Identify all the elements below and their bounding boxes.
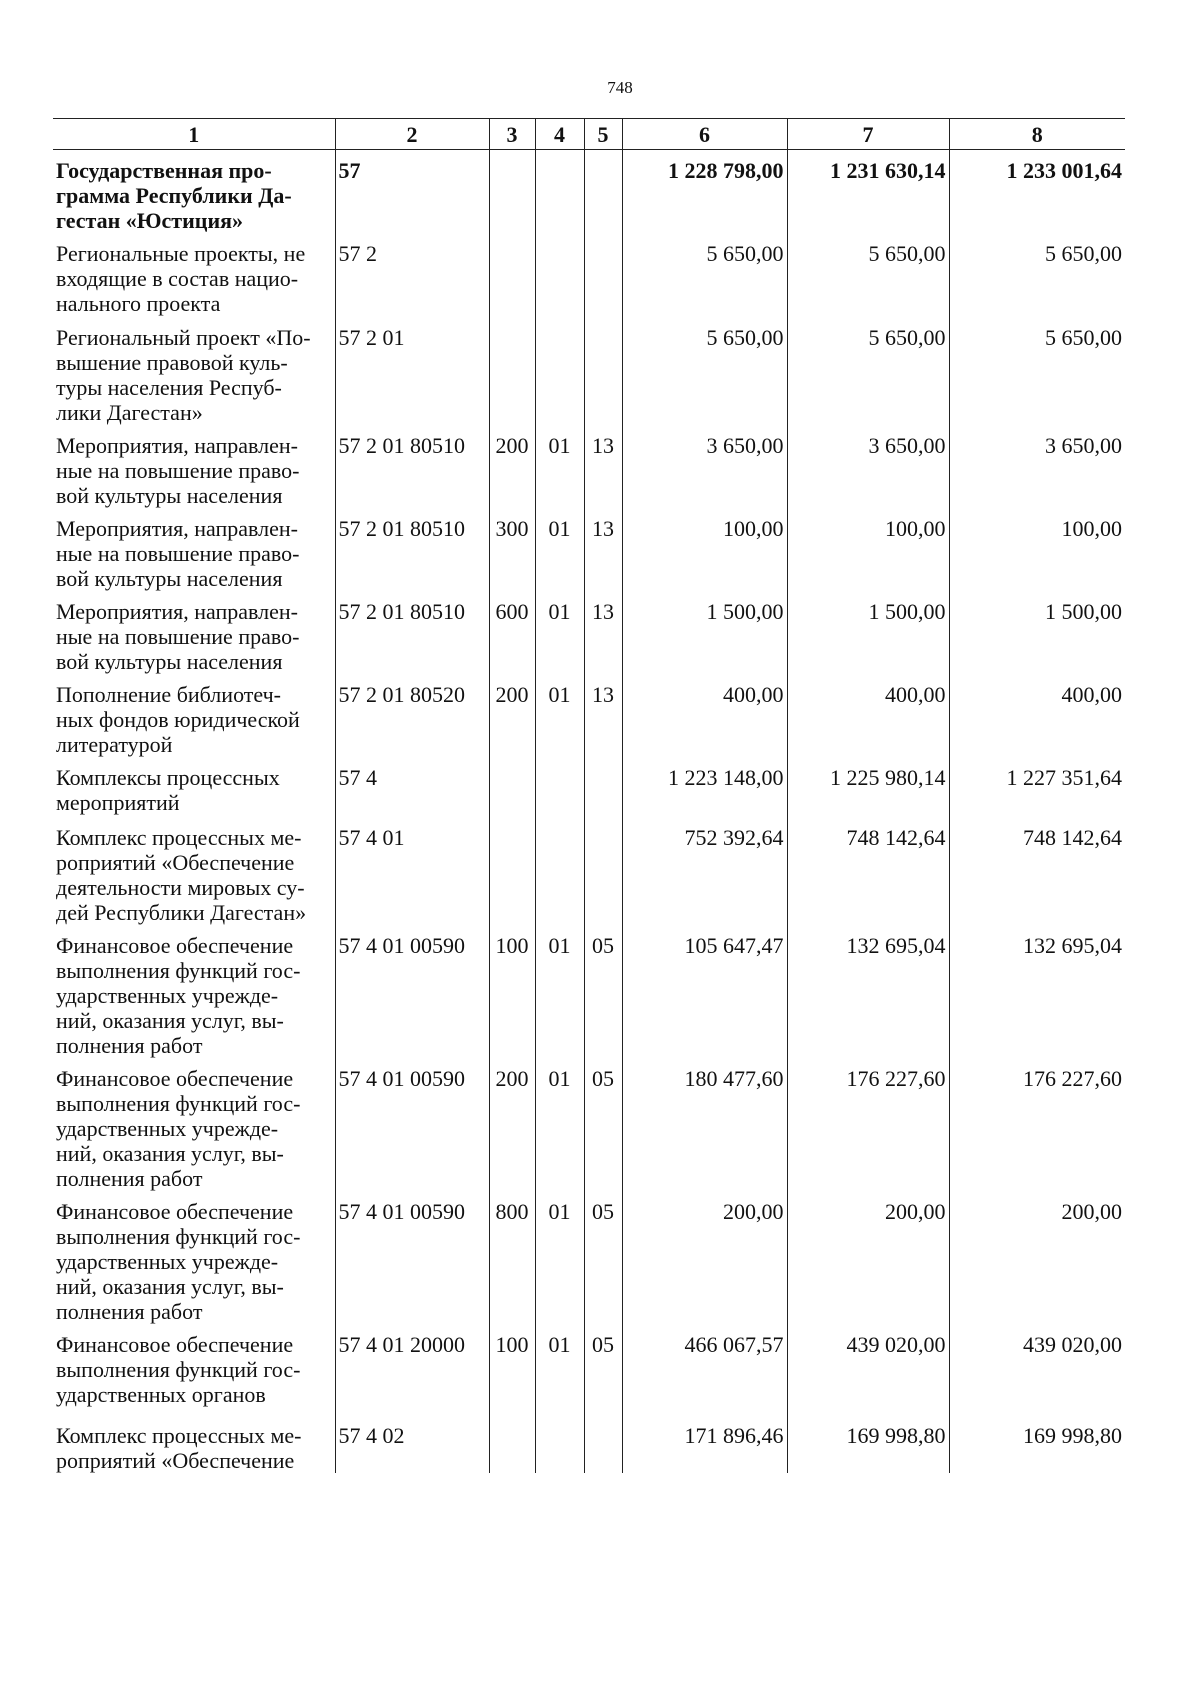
amount-2026-cell: 3 650,00: [949, 425, 1125, 508]
amount-2024-cell: 3 650,00: [622, 425, 787, 508]
header-row: [53, 119, 1125, 150]
subsection-cell: 13: [584, 508, 622, 591]
amount-2024-cell: 180 477,60: [622, 1058, 787, 1191]
amount-2025-cell: 1 231 630,14: [787, 150, 949, 234]
header-cell-6: 6: [622, 119, 787, 150]
program-name-cell: Региональный проект «По- вышение правовой куль- туры населения Респуб- лики Дагестан»: [56, 325, 311, 425]
program-name-cell: Пополнение библиотеч- ных фондов юридической литературой: [56, 682, 300, 757]
budget-table: [53, 118, 1125, 1473]
section-cell: [535, 1415, 584, 1473]
program-name-cell: Финансовое обеспечение выполнения функций гос- ударственных органов: [56, 1332, 301, 1407]
expense-type-cell: [489, 150, 535, 234]
subsection-cell: 05: [584, 1324, 622, 1415]
subsection-cell: 13: [584, 674, 622, 757]
section-cell: [535, 317, 584, 425]
program-name-cell: Мероприятия, направлен- ные на повышение право- вой культуры населения: [56, 516, 300, 591]
subsection-cell: [584, 317, 622, 425]
section-cell: [535, 817, 584, 925]
amount-2024-cell: 1 223 148,00: [622, 757, 787, 817]
amount-2024-cell: 1 500,00: [622, 591, 787, 674]
expense-type-cell: [489, 757, 535, 817]
expense-type-cell: [489, 233, 535, 317]
section-cell: 01: [535, 508, 584, 591]
amount-2024-cell: 752 392,64: [622, 817, 787, 925]
header-cell-7: 7: [787, 119, 949, 150]
classification-code-cell: 57 2 01 80510: [335, 508, 489, 591]
amount-2025-cell: 169 998,80: [787, 1415, 949, 1473]
section-cell: 01: [535, 591, 584, 674]
classification-code-cell: 57 4 02: [335, 1415, 489, 1473]
table-row: [53, 1058, 1125, 1191]
section-cell: 01: [535, 425, 584, 508]
table-row: [53, 757, 1125, 817]
amount-2025-cell: 5 650,00: [787, 233, 949, 317]
subsection-cell: [584, 233, 622, 317]
amount-2024-cell: 100,00: [622, 508, 787, 591]
subsection-cell: [584, 1415, 622, 1473]
amount-2024-cell: 5 650,00: [622, 233, 787, 317]
amount-2026-cell: 5 650,00: [949, 317, 1125, 425]
expense-type-cell: [489, 1415, 535, 1473]
section-cell: 01: [535, 925, 584, 1058]
program-name-cell: Финансовое обеспечение выполнения функций гос- ударственных учрежде- ний, оказания услуг, вы- полнения работ: [56, 933, 301, 1058]
table-row: [53, 674, 1125, 757]
header-cell-1: 1: [53, 119, 335, 150]
amount-2026-cell: 748 142,64: [949, 817, 1125, 925]
classification-code-cell: 57 4 01 00590: [335, 925, 489, 1058]
amount-2026-cell: 1 227 351,64: [949, 757, 1125, 817]
amount-2025-cell: 748 142,64: [787, 817, 949, 925]
subsection-cell: [584, 817, 622, 925]
amount-2025-cell: 200,00: [787, 1191, 949, 1324]
table-body: [53, 150, 1125, 1474]
classification-code-cell: 57 2 01 80520: [335, 674, 489, 757]
program-name-cell: Финансовое обеспечение выполнения функций гос- ударственных учрежде- ний, оказания услуг, вы- полнения работ: [56, 1066, 301, 1191]
table-row: [53, 150, 1125, 234]
amount-2026-cell: 5 650,00: [949, 233, 1125, 317]
amount-2026-cell: 439 020,00: [949, 1324, 1125, 1415]
expense-type-cell: 800: [489, 1191, 535, 1324]
subsection-cell: [584, 757, 622, 817]
expense-type-cell: 200: [489, 1058, 535, 1191]
header-cell-4: 4: [535, 119, 584, 150]
section-cell: 01: [535, 1058, 584, 1191]
table-row: [53, 1191, 1125, 1324]
classification-code-cell: 57 4: [335, 757, 489, 817]
subsection-cell: 13: [584, 591, 622, 674]
subsection-cell: 13: [584, 425, 622, 508]
expense-type-cell: [489, 317, 535, 425]
expense-type-cell: 300: [489, 508, 535, 591]
section-cell: 01: [535, 1191, 584, 1324]
expense-type-cell: 200: [489, 674, 535, 757]
subsection-cell: [584, 150, 622, 234]
program-name-cell: Финансовое обеспечение выполнения функций гос- ударственных учрежде- ний, оказания услуг, вы- полнения работ: [56, 1199, 301, 1324]
section-cell: [535, 233, 584, 317]
amount-2025-cell: 176 227,60: [787, 1058, 949, 1191]
table-row: [53, 925, 1125, 1058]
amount-2025-cell: 132 695,04: [787, 925, 949, 1058]
amount-2026-cell: 132 695,04: [949, 925, 1125, 1058]
section-cell: [535, 150, 584, 234]
amount-2026-cell: 100,00: [949, 508, 1125, 591]
program-name-cell: Мероприятия, направлен- ные на повышение право- вой культуры населения: [56, 433, 300, 508]
expense-type-cell: 600: [489, 591, 535, 674]
classification-code-cell: 57 2 01: [335, 317, 489, 425]
section-cell: [535, 757, 584, 817]
classification-code-cell: 57: [335, 150, 489, 234]
amount-2024-cell: 466 067,57: [622, 1324, 787, 1415]
amount-2024-cell: 1 228 798,00: [622, 150, 787, 234]
table-row: [53, 817, 1125, 925]
program-name-cell: Комплексы процессных мероприятий: [56, 765, 280, 815]
amount-2026-cell: 1 500,00: [949, 591, 1125, 674]
table-row: [53, 591, 1125, 674]
table-row: [53, 317, 1125, 425]
amount-2025-cell: 100,00: [787, 508, 949, 591]
amount-2026-cell: 169 998,80: [949, 1415, 1125, 1473]
amount-2026-cell: 1 233 001,64: [949, 150, 1125, 234]
program-name-cell: Государственная про- грамма Республики Да- гестан «Юстиция»: [56, 158, 292, 233]
amount-2025-cell: 1 500,00: [787, 591, 949, 674]
section-cell: 01: [535, 1324, 584, 1415]
classification-code-cell: 57 4 01 00590: [335, 1191, 489, 1324]
header-cell-5: 5: [584, 119, 622, 150]
classification-code-cell: 57 4 01 20000: [335, 1324, 489, 1415]
amount-2026-cell: 400,00: [949, 674, 1125, 757]
amount-2024-cell: 400,00: [622, 674, 787, 757]
header-cell-8: 8: [949, 119, 1125, 150]
amount-2024-cell: 105 647,47: [622, 925, 787, 1058]
header-cell-2: 2: [335, 119, 489, 150]
classification-code-cell: 57 2: [335, 233, 489, 317]
amount-2026-cell: 176 227,60: [949, 1058, 1125, 1191]
subsection-cell: 05: [584, 1058, 622, 1191]
table-row: [53, 1415, 1125, 1473]
table-row: [53, 508, 1125, 591]
expense-type-cell: [489, 817, 535, 925]
program-name-cell: Мероприятия, направлен- ные на повышение право- вой культуры населения: [56, 599, 300, 674]
subsection-cell: 05: [584, 1191, 622, 1324]
amount-2024-cell: 171 896,46: [622, 1415, 787, 1473]
section-cell: 01: [535, 674, 584, 757]
amount-2025-cell: 400,00: [787, 674, 949, 757]
expense-type-cell: 100: [489, 1324, 535, 1415]
classification-code-cell: 57 2 01 80510: [335, 425, 489, 508]
expense-type-cell: 100: [489, 925, 535, 1058]
amount-2025-cell: 3 650,00: [787, 425, 949, 508]
table-row: [53, 1324, 1125, 1415]
program-name-cell: Комплекс процессных ме- роприятий «Обеспечение: [56, 1423, 302, 1473]
amount-2025-cell: 5 650,00: [787, 317, 949, 425]
classification-code-cell: 57 2 01 80510: [335, 591, 489, 674]
table-row: [53, 425, 1125, 508]
header-cell-3: 3: [489, 119, 535, 150]
page-number: 748: [607, 78, 633, 97]
amount-2026-cell: 200,00: [949, 1191, 1125, 1324]
amount-2024-cell: 5 650,00: [622, 317, 787, 425]
expense-type-cell: 200: [489, 425, 535, 508]
program-name-cell: Региональные проекты, не входящие в состав нацио- нального проекта: [56, 241, 306, 316]
program-name-cell: Комплекс процессных ме- роприятий «Обеспечение деятельности мировых су- дей Республики Дагестан»: [56, 825, 307, 925]
table-row: [53, 233, 1125, 317]
classification-code-cell: 57 4 01 00590: [335, 1058, 489, 1191]
amount-2025-cell: 439 020,00: [787, 1324, 949, 1415]
classification-code-cell: 57 4 01: [335, 817, 489, 925]
subsection-cell: 05: [584, 925, 622, 1058]
amount-2024-cell: 200,00: [622, 1191, 787, 1324]
amount-2025-cell: 1 225 980,14: [787, 757, 949, 817]
